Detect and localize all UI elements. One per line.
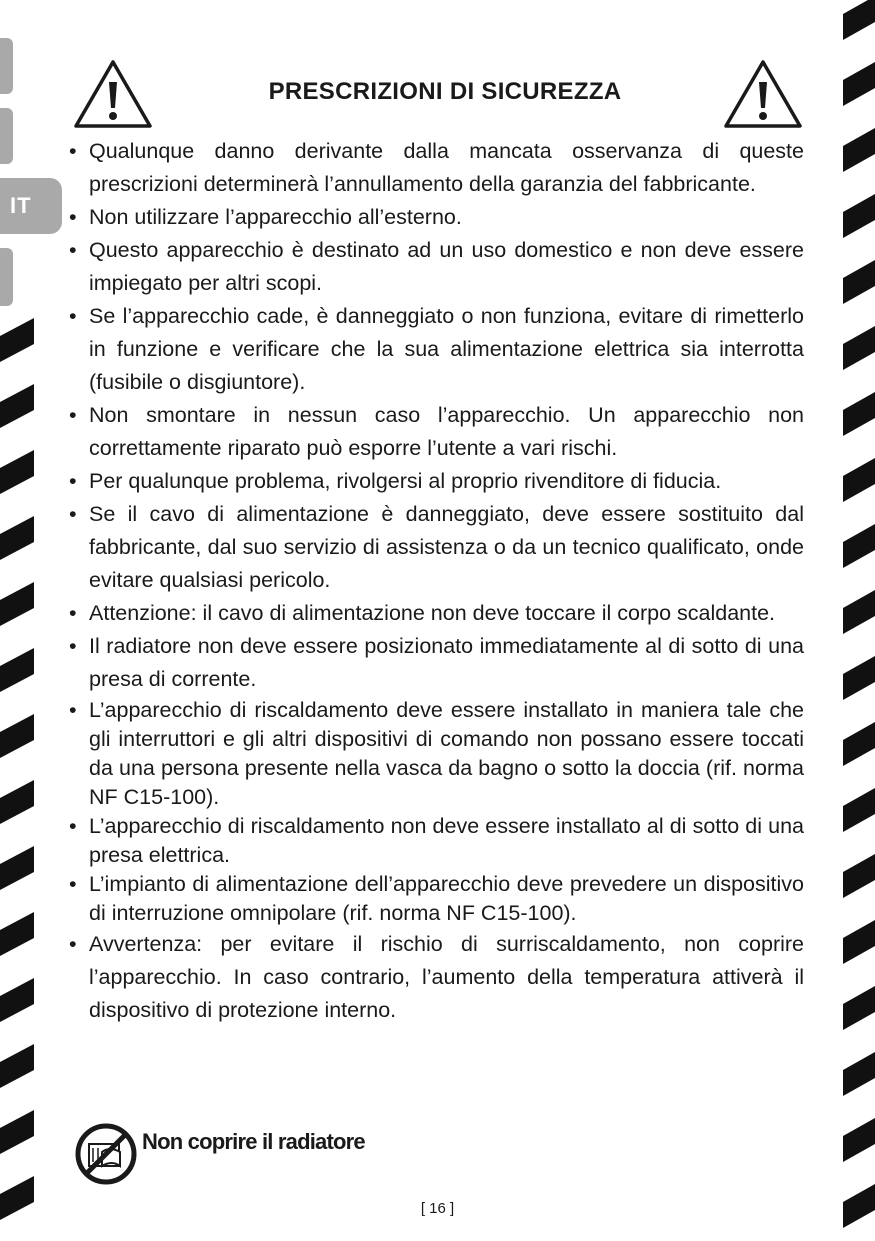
hazard-stripe: [0, 582, 34, 626]
hazard-stripe: [843, 854, 875, 898]
hazard-stripe: [843, 194, 875, 238]
hazard-stripe: [843, 722, 875, 766]
hazard-stripe: [843, 590, 875, 634]
hazard-stripe: [0, 648, 34, 692]
list-item: • Qualunque danno derivante dalla mancata osservanza di queste prescrizioni determinerà l’annullamento della garanzia del fabbricante.: [68, 135, 804, 201]
hazard-stripe: [0, 846, 34, 890]
list-item: • Se il cavo di alimentazione è danneggiato, deve essere sostituito dal fabbricante, dal suo servizio di assistenza o da un tecnico qualificato, onde evitare qualsiasi pericolo.: [68, 498, 804, 597]
hazard-stripe: [0, 780, 34, 824]
page-title: PRESCRIZIONI DI SICUREZZA: [268, 78, 622, 105]
hazard-stripe: [0, 714, 34, 758]
list-item: • Attenzione: il cavo di alimentazione non deve toccare il corpo scaldante.: [68, 597, 804, 630]
list-item: • Avvertenza: per evitare il rischio di surriscaldamento, non coprire l’apparecchio. In caso contrario, l’aumento della temperatura attiverà il dispositivo di protezione interno.: [68, 928, 804, 1027]
hazard-stripe: [0, 450, 34, 494]
side-tab: [0, 38, 13, 94]
note-text: Non coprire il radiatore: [142, 1129, 365, 1154]
hazard-stripe: [0, 384, 34, 428]
list-item: • L’apparecchio di riscaldamento non deve essere installato al di sotto di una presa elettrica.: [68, 812, 804, 870]
safety-list: [68, 135, 804, 1027]
hazard-stripe: [843, 656, 875, 700]
list-item: • Non utilizzare l’apparecchio all’esterno.: [68, 201, 804, 234]
hazard-stripe: [843, 1052, 875, 1096]
hazard-stripe: [843, 458, 875, 502]
list-item: • Per qualunque problema, rivolgersi al proprio rivenditore di fiducia.: [68, 465, 804, 498]
hazard-stripe: [843, 920, 875, 964]
list-item: • Non smontare in nessun caso l’apparecchio. Un apparecchio non correttamente riparato può esporre l’utente a vari rischi.: [68, 399, 804, 465]
hazard-stripe: [0, 1044, 34, 1088]
hazard-stripe: [843, 788, 875, 832]
side-tab: [0, 248, 13, 306]
do-not-cover-icon: [74, 1122, 138, 1186]
list-item: • Il radiatore non deve essere posizionato immediatamente al di sotto di una presa di corrente.: [68, 630, 804, 696]
hazard-stripe: [0, 978, 34, 1022]
language-tab: IT: [0, 178, 62, 234]
hazard-stripe: [0, 912, 34, 956]
list-item: • L’apparecchio di riscaldamento deve essere installato in maniera tale che gli interruttori e gli altri dispositivi di comando non possano essere toccati da una persona presente nella vasca da bagno o sotto la doccia (rif. norma NF C15-100).: [68, 696, 804, 812]
hazard-stripe: [843, 1118, 875, 1162]
warning-triangle-icon: [72, 58, 154, 130]
hazard-stripe: [0, 318, 34, 362]
hazard-stripe: [843, 326, 875, 370]
hazard-stripe: [843, 986, 875, 1030]
hazard-stripe: [843, 260, 875, 304]
do-not-cover-note: [74, 1122, 365, 1186]
side-tab: [0, 108, 13, 164]
hazard-stripe: [0, 1110, 34, 1154]
hazard-stripe: [843, 0, 875, 40]
list-item: • L’impianto di alimentazione dell’apparecchio deve prevedere un dispositivo di interruzione omnipolare (rif. norma NF C15-100).: [68, 870, 804, 928]
list-item: • Questo apparecchio è destinato ad un uso domestico e non deve essere impiegato per altri scopi.: [68, 234, 804, 300]
hazard-stripe: [843, 62, 875, 106]
warning-triangle-icon: [722, 58, 804, 130]
hazard-stripe: [843, 524, 875, 568]
hazard-stripe: [843, 128, 875, 172]
list-item: • Se l’apparecchio cade, è danneggiato o non funziona, evitare di rimetterlo in funzione e verificare che la sua alimentazione elettrica sia interrotta (fusibile o disgiuntore).: [68, 300, 804, 399]
hazard-stripe: [0, 516, 34, 560]
hazard-stripes-right: [843, 0, 875, 1241]
page-number: [ 16 ]: [420, 1200, 455, 1217]
hazard-stripe: [843, 392, 875, 436]
